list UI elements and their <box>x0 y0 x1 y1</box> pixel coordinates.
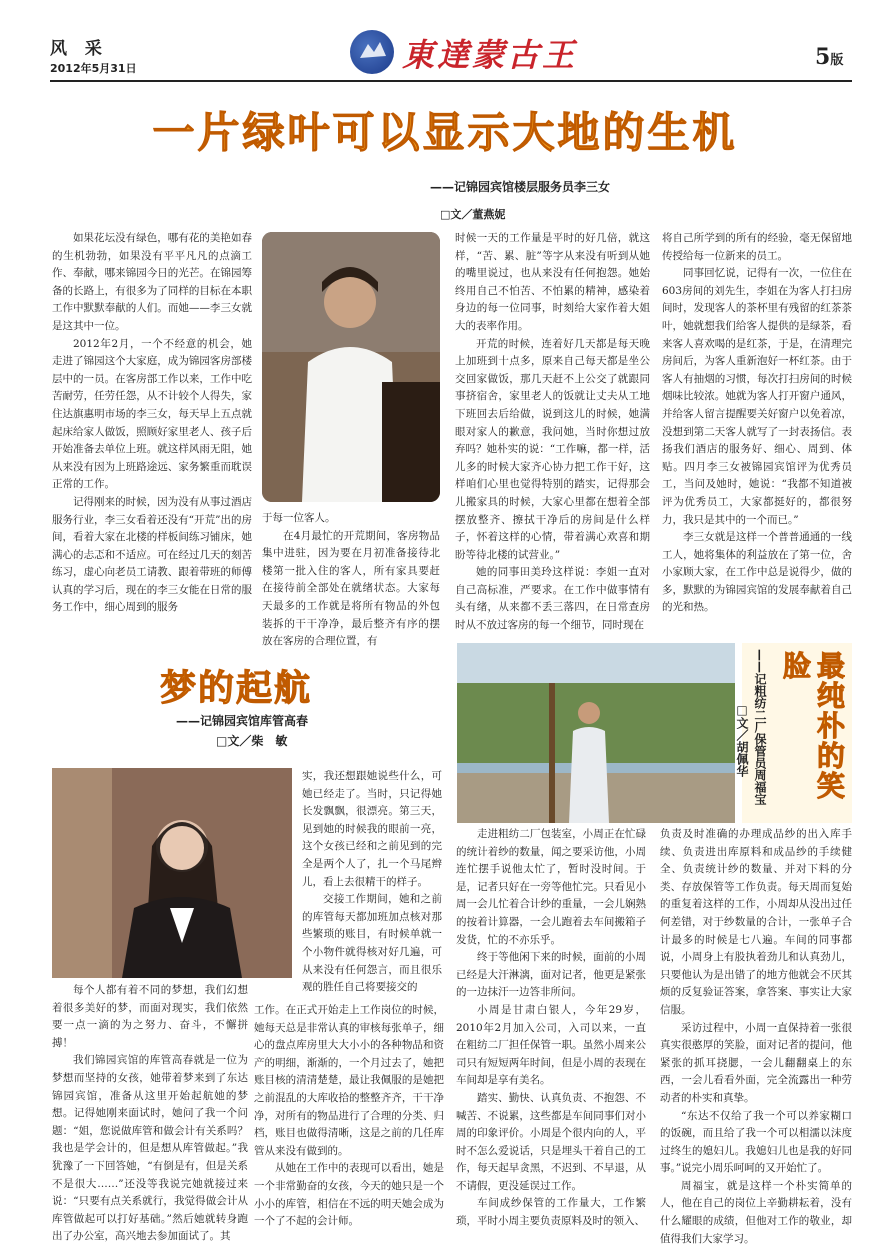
paragraph: 同事回忆说，记得有一次，一位住在603房间的刘先生，李姐在为客人打扫房间时，发现客人的茶杯里有残留的红茶茶叶，她就想我们给客人提供的是绿茶，看来客人喜欢喝的是红茶，于是，在清理完房间后，为客人重新泡好一杯红茶。由于客人有抽烟的习惯，每次打扫房间的时候烟味比较浓。她就为客人打开窗户通风，并给客人留言提醒要关好窗户以免着凉，没想到第二天客人就写了一封表扬信。表扬我们酒店的服务好、细心、周到、体贴。四月李三女被锦园宾馆评为优秀员工，当问及她时，她说：“我都不知道被评为优秀员工，大家都挺好的，都很努力，我只是其中的一个而已。” <box>662 267 852 526</box>
paragraph: 李三女就是这样一个普普通通的一线工人，她将集体的利益放在了第一位，舍小家顾大家，在工作中总是说得少，做的多，默默的为锦园宾馆的发展奉献着自己的光和热。 <box>662 531 852 614</box>
paragraph: 于每一位客人。 <box>262 512 336 524</box>
paragraph: 负责及时准确的办理成品纱的出入库手续、负责进出库原料和成品纱的手续健全、负责统计纱的数量、并对下料的分类、存放保管等工作负责。每天周而复始的重复着这样的工作，小周却从没出过任何差错，对于纱数量的合计，一张单子合计最多的时候是七八遍。车间的同事都说，小周身上有股执着劲儿和认真劲儿，只要他认为是出错了的地方他就会不厌其烦的反复验证答案，拿答案、事实让大家信服。 <box>660 828 852 1016</box>
paragraph: “东达不仅给了我一个可以养家糊口的饭碗，而且给了我一个可以相濡以沫度过终生的媳妇儿。我媳妇儿也是我的好同事。”说完小周乐呵呵的又开始忙了。 <box>660 1109 852 1175</box>
article3-byline: □文／胡佩华 <box>735 703 749 777</box>
article1-column-1 <box>52 230 252 617</box>
paragraph: 采访过程中，小周一直保持着一张很真实很憨厚的笑脸，面对记者的提问，他紧张的抓耳挠腮，一会儿翻翻桌上的东西，一会儿看看外面，完全流露出一种劳动者的朴实和真挚。 <box>660 1021 852 1104</box>
paragraph: 走进粗纺二厂包装室，小周正在忙碌的统计着纱的数量，闻之要采访他，小周连忙摆手说他太忙了，暂时没时间。于是，记者只好在一旁等他忙完。只看见小周一会儿忙着合计纱的重量，一会儿娴熟的按着计算器，一会儿跑着去车间搬箱子发货，忙的不亦乐乎。 <box>456 828 646 946</box>
article3-title: 最纯朴的笑脸 <box>779 651 846 801</box>
paragraph: 踏实、勤快、认真负责、不抱怨、不喊苦、不说累，这些都是车间同事们对小周的印象评价。小周是个很内向的人，平时不怎么爱说话，只是埋头干着自己的工作，每天起早贪黑，不迟到、不早退，从不请假，更没延误过工作。 <box>456 1091 646 1192</box>
paragraph: 她的同事田美玲这样说：李姐一直对自己高标准，严要求。在工作中做事情有头有绪，从来都不丢三落四，在日常查房时从不放过客房的每一个细节，同时现在 <box>455 566 650 632</box>
article1-column-4 <box>662 230 852 617</box>
article1-byline: □文／董燕妮 <box>440 208 506 221</box>
article2-column-2 <box>254 1002 444 1231</box>
paragraph: 实，我还想跟她说些什么，可她已经走了。当时，只记得她长发飘飘，很漂亮。第三天，见到她的时候我的眼前一亮，这个女孩已经和之前见到的完全是两个人了，扎一个马尾辫儿，看上去很精干的样子。 <box>302 770 442 888</box>
article2-column-1 <box>52 982 248 1246</box>
masthead-logo: 東達蒙古王 <box>402 36 578 74</box>
article1-column-2 <box>262 510 440 651</box>
article3-subtitle: ——记粗纺二厂保管员周福宝 <box>753 649 767 805</box>
article2-title: 梦的起航 <box>160 668 313 709</box>
header-rule <box>50 80 852 82</box>
paragraph: 记得刚来的时候，因为没有从事过酒店服务行业，李三女看着还没有“开荒”出的房间，看着大家在北楼的样板间练习铺床，她满心的忐忑和不适应。可在经过几天的刻苦练习，虚心向老员工请教、跟着带班的师傅认真的学习后，现在的李三女能在日常的服务工作中，细心周到的服务 <box>52 495 252 614</box>
issue-date: 2012年5月31日 <box>50 62 137 75</box>
paragraph: 从她在工作中的表现可以看出，她是一个非常勤奋的女孩，今天的她只是一个小小的库管，相信在不远的明天她会成为一个了不起的会计师。 <box>254 1162 444 1228</box>
paragraph: 如果花坛没有绿色，哪有花的美艳如春的生机勃勃，如果没有平平凡凡的点滴工作、奉献，哪来锦园今日的光芒。在锦园筹备的长路上，有很多为了同样的目标在本职工作中默默奉献的人们。而她——李三女就是这其中一位。 <box>52 232 252 332</box>
article2-column-right <box>302 768 442 997</box>
paragraph: 周福宝，就是这样一个朴实简单的人，他在自己的岗位上辛勤耕耘着，没有什么耀眼的成绩，但他对工作的敬业，却值得我们大家学习。 <box>660 1179 852 1245</box>
article2-subtitle: ——记锦园宾馆库管高春 <box>176 714 309 728</box>
article3-column-1 <box>456 826 646 1231</box>
page-number: 5版 <box>815 44 844 70</box>
article1-subtitle: ——记锦园宾馆楼层服务员李三女 <box>430 180 611 194</box>
portrait-photo-li-sannv <box>262 232 440 502</box>
article3-column-2 <box>660 826 852 1248</box>
paragraph: 终于等他闲下来的时候，面前的小周已经是大汗淋漓，面对记者，他更是紧张的一边抹汗一边答非所问。 <box>456 951 646 999</box>
article3-title-panel <box>735 643 852 823</box>
masthead-emblem-icon <box>350 30 394 74</box>
article1-column-3 <box>455 230 650 635</box>
portrait-photo-gao-chun <box>52 768 292 978</box>
paragraph: 交接工作期间，她和之前的库管每天都加班加点核对那些繁琐的账目，有时候单就一个小物件就得核对好几遍，可从来没有任何怨言，而且很乐观的胜任自己将要接交的 <box>302 893 442 994</box>
paragraph: 在4月最忙的开荒期间，客房物品集中进驻，因为要在月初准备接待北楼第一批入住的客人，所有家具要赶在接待前全部处在就绪状态。大家每天最多的工作就是将所有物品的外包装拆的干干净净，最后整齐有序的摆放在客房的合理位置，有 <box>262 529 440 648</box>
paragraph: 每个人都有着不同的梦想，我们幻想着很多美好的梦，而面对现实，我们依然要一点一滴的为之努力、奋斗，不懈拼搏！ <box>52 984 248 1049</box>
section-name: 风 采 <box>50 39 108 59</box>
article1-title: 一片绿叶可以显示大地的生机 <box>152 108 738 157</box>
paragraph: 我们锦园宾馆的库管高春就是一位为梦想而坚持的女孩，她带着梦来到了东达锦园宾馆，准备从这里开始起航她的梦想。记得她刚来面试时，她问了我一个问题：“姐，您说做库管和做会计有关系吗？我也是学会计的，但是想从库管做起。”我犹豫了一下回答她，“有倒是有，但是关系不是很大……”还没等我说完她就接过来说：“只要有点关系就行，我觉得做会计从库管做起可以打好基础。”然后她就转身跑出了办公室，高兴地去参加面试了。其 <box>52 1054 248 1243</box>
paragraph: 时候一天的工作量是平时的好几倍，就这样，“苦、累、脏”等字从来没有听到从她的嘴里说过，也从来没有任何抱怨。她始终用自己不怕苦、不怕累的精神，感染着身边的每一位同事，时刻给大家作着大姐大的表率作用。 <box>455 232 650 332</box>
paragraph: 车间成纱保管的工作量大，工作繁琐，平时小周主要负责原料及时的领入、 <box>456 1197 646 1228</box>
article2-byline: □文／柴 敏 <box>216 734 288 748</box>
paragraph: 将自己所学到的所有的经验，毫无保留地传授给每一位新来的员工。 <box>662 232 852 262</box>
photo-zhou-fubao <box>457 643 735 823</box>
paragraph: 2012年2月，一个不经意的机会，她走进了锦园这个大家庭，成为锦园客房部楼层中的一员。在客房部工作以来，工作中吃苦耐劳，任劳任怨，从不计较个人得失，家住达旗惠明市场的李三女，每天早上五点就起床给家人做饭，照顾好家里老人、孩子后开始准备去单位上班。就这样风雨无阻，她从来没有因为上班路途远、家务繁重而耽误正常的工作。 <box>52 337 252 491</box>
paragraph: 工作。在正式开始走上工作岗位的时候，她每天总是非常认真的审核每张单子，细心的盘点库房里大大小小的各种物品和资产的明细，渐渐的，一个月过去了，她把账目核的清清楚楚，最让我佩服的是她把之前混乱的大库收拾的整整齐齐，干干净净，对所有的物品进行了合理的分类、归档，账目也做得清晰，这是之前的几任库管从来没有做到的。 <box>254 1004 444 1157</box>
paragraph: 小周是甘肃白银人，今年29岁，2010年2月加入公司，入司以来，一直在粗纺二厂担任保管一职。虽然小周来公司只有短短两年时间，但是小周的表现在车间却是享有美名。 <box>456 1003 646 1087</box>
paragraph: 开荒的时候，连着好几天都是每天晚上加班到十点多，原来自己每天都是坐公交回家做饭，那几天赶不上公交了就跟同事挤宿舍，家里老人的饭就让丈夫从工地下班回去后给做，说到这儿的时候，她满眼对家人的歉意，我问她，当时你想过放弃吗？她朴实的说：“工作嘛，都一样，活儿多的时候大家齐心协力把工作干好，这样咱们心里也觉得特别的踏实，记得那会儿搬家具的时候，大家心里都在想着全部摆放整齐、擦拭干净后的房间是什么样子，怀着这样的心情，带着满心欢喜和期盼等待北楼的试营业。” <box>455 337 650 561</box>
